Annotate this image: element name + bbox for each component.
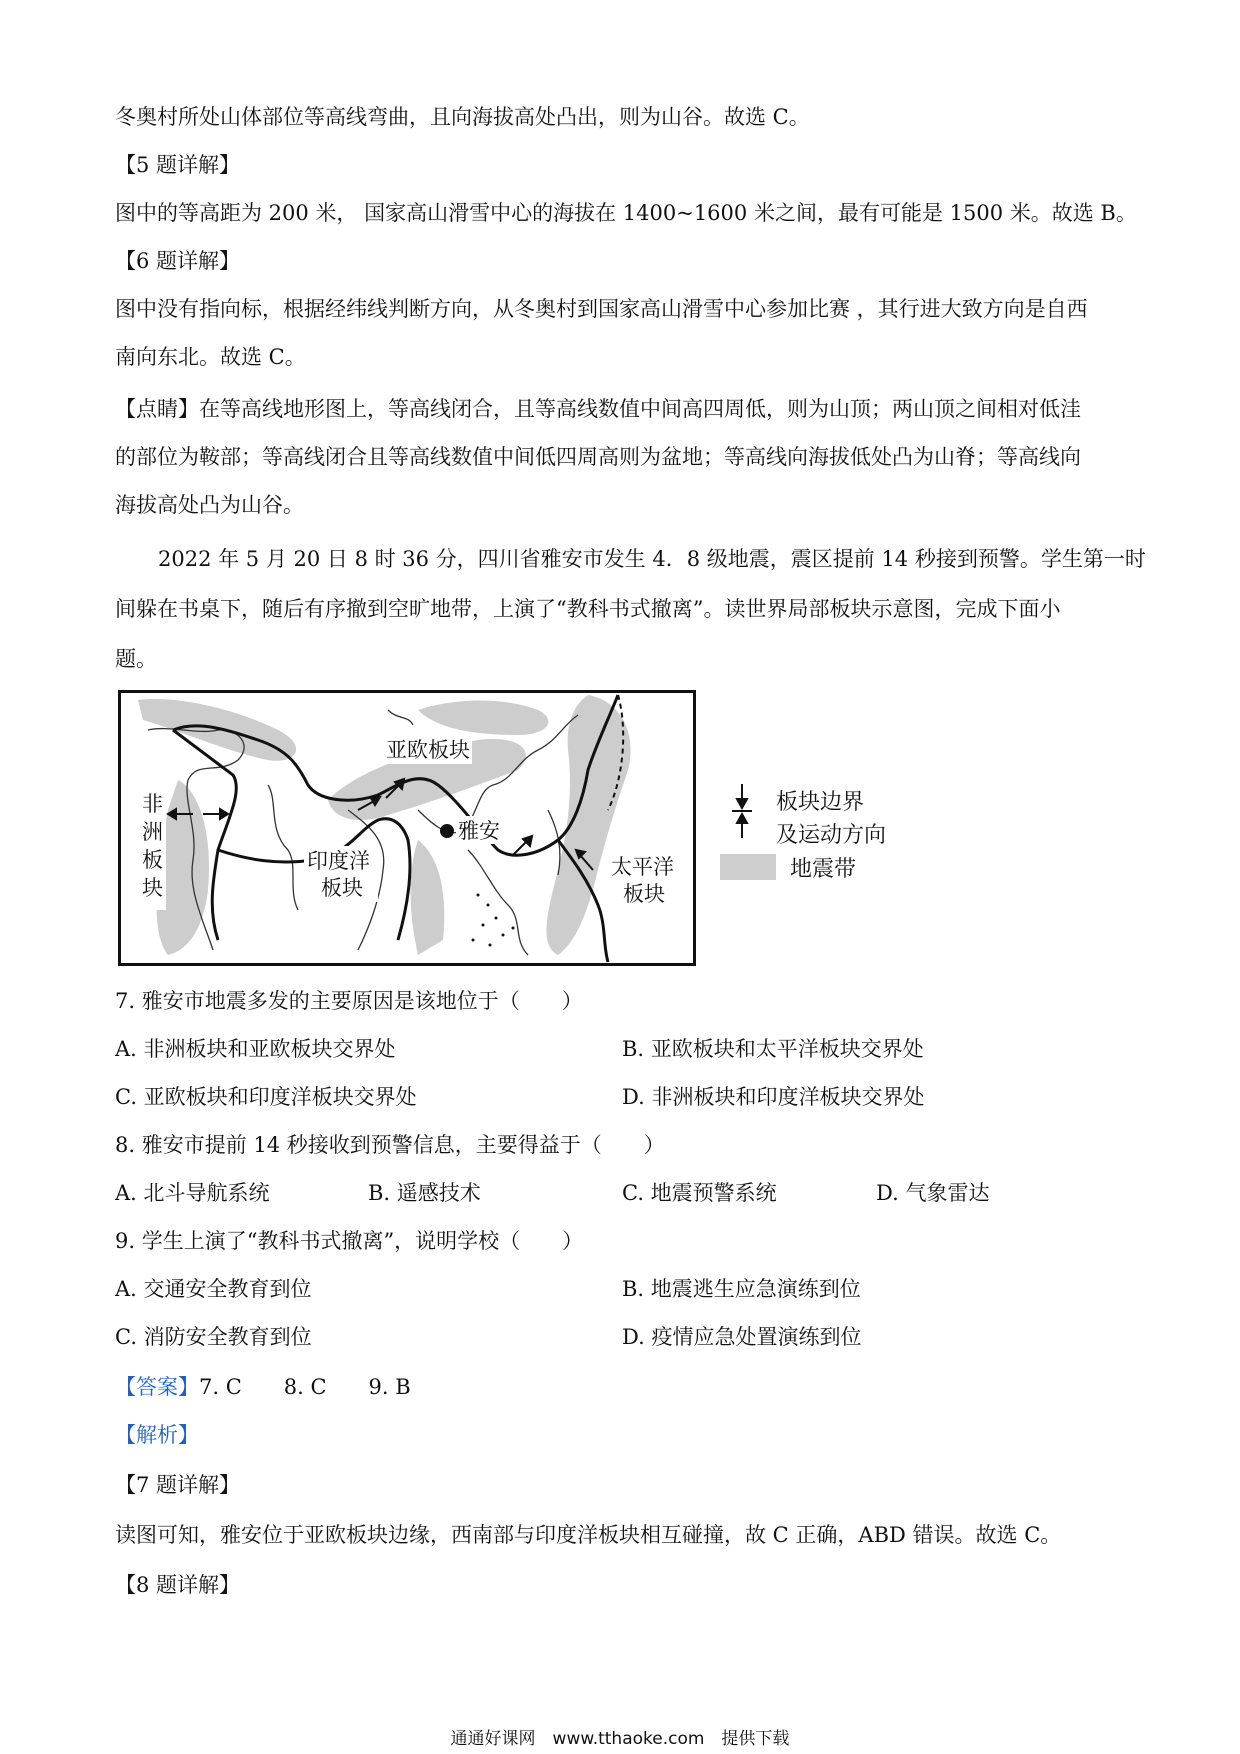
analysis-label: 【解析】 <box>115 1423 199 1447</box>
label-eurasia: 亚欧板块 <box>386 738 470 762</box>
option-8b: B. 遥感技术 <box>368 1181 481 1205</box>
intro-line: 题。 <box>115 647 157 671</box>
label-pacific: 板块 <box>623 882 665 906</box>
plate-map <box>118 690 696 966</box>
option-7b: B. 亚欧板块和太平洋板块交界处 <box>622 1037 924 1061</box>
label-india: 板块 <box>321 876 363 900</box>
section-heading: 【5 题详解】 <box>115 153 241 177</box>
intro-line: 2022 年 5 月 20 日 8 时 36 分，四川省雅安市发生 4．8 级地震，震区提前 14 秒接到预警。学生第一时 <box>158 547 1146 571</box>
section-heading: 【8 题详解】 <box>115 1573 241 1597</box>
option-8c: C. 地震预警系统 <box>622 1181 777 1205</box>
question-8: 8. 雅安市提前 14 秒接收到预警信息，主要得益于（ ） <box>115 1133 665 1157</box>
label-india: 印度洋 <box>307 849 370 873</box>
label-africa: 块 <box>142 876 163 900</box>
option-7c: C. 亚欧板块和印度洋板块交界处 <box>115 1085 417 1109</box>
answer-label: 【答案】 <box>115 1375 199 1399</box>
option-9d: D. 疫情应急处置演练到位 <box>622 1325 862 1349</box>
legend-boundary: 板块边界 <box>776 790 865 815</box>
option-7d: D. 非洲板块和印度洋板块交界处 <box>622 1085 925 1109</box>
section-heading: 【7 题详解】 <box>115 1473 241 1497</box>
label-africa: 非 <box>142 792 163 816</box>
label-africa: 洲 <box>142 820 163 844</box>
text-line: 南向东北。故选 C。 <box>115 345 306 369</box>
text-line: 图中没有指向标，根据经纬线判断方向，从冬奥村到国家高山滑雪中心参加比赛 ，其行进大致方向是自西 <box>115 297 1088 321</box>
tip-line: 【点睛】在等高线地形图上，等高线闭合，且等高线数值中间高四周低，则为山顶；两山顶之间相对低洼 <box>115 397 1081 421</box>
page-footer: 通通好课网 www.tthaoke.com 提供下载 <box>450 1729 790 1749</box>
intro-line: 间躲在书桌下，随后有序撤到空旷地带，上演了“教科书式撤离”。读世界局部板块示意图，完成下面小 <box>115 597 1061 621</box>
answer-row <box>115 1372 411 1402</box>
tip-line: 海拔高处凸为山谷。 <box>115 493 304 517</box>
text-line: 图中的等高距为 200 米， 国家高山滑雪中心的海拔在 1400~1600 米之间，最有可能是 1500 米。故选 B。 <box>115 201 1137 225</box>
label-yaan: 雅安 <box>458 819 500 843</box>
option-7a: A. 非洲板块和亚欧板块交界处 <box>115 1037 396 1061</box>
option-9b: B. 地震逃生应急演练到位 <box>622 1277 861 1301</box>
option-9a: A. 交通安全教育到位 <box>115 1277 312 1301</box>
question-7: 7. 雅安市地震多发的主要原因是该地位于（ ） <box>115 989 583 1013</box>
label-africa: 板 <box>142 848 163 872</box>
label-pacific: 太平洋 <box>611 855 674 879</box>
option-8d: D. 气象雷达 <box>876 1181 990 1205</box>
text-line: 读图可知，雅安位于亚欧板块边缘，西南部与印度洋板块相互碰撞，故 C 正确，ABD 错误。故选 C。 <box>115 1523 1062 1547</box>
text-line: 冬奥村所处山体部位等高线弯曲，且向海拔高处凸出，则为山谷。故选 C。 <box>115 105 810 129</box>
option-8a: A. 北斗导航系统 <box>115 1181 270 1205</box>
tip-line: 的部位为鞍部；等高线闭合且等高线数值中间低四周高则为盆地；等高线向海拔低处凸为山脊；等高线向 <box>115 445 1081 469</box>
answer-values: 7. C 8. C 9. B <box>199 1375 411 1399</box>
question-9: 9. 学生上演了“教科书式撤离”，说明学校（ ） <box>115 1229 584 1253</box>
legend-quake-swatch <box>720 854 776 880</box>
legend-quake: 地震带 <box>790 857 857 882</box>
legend-boundary: 及运动方向 <box>776 823 887 848</box>
boundary-arrow-icon <box>730 782 754 840</box>
section-heading: 【6 题详解】 <box>115 249 241 273</box>
option-9c: C. 消防安全教育到位 <box>115 1325 312 1349</box>
yaan-marker-icon <box>440 824 454 838</box>
